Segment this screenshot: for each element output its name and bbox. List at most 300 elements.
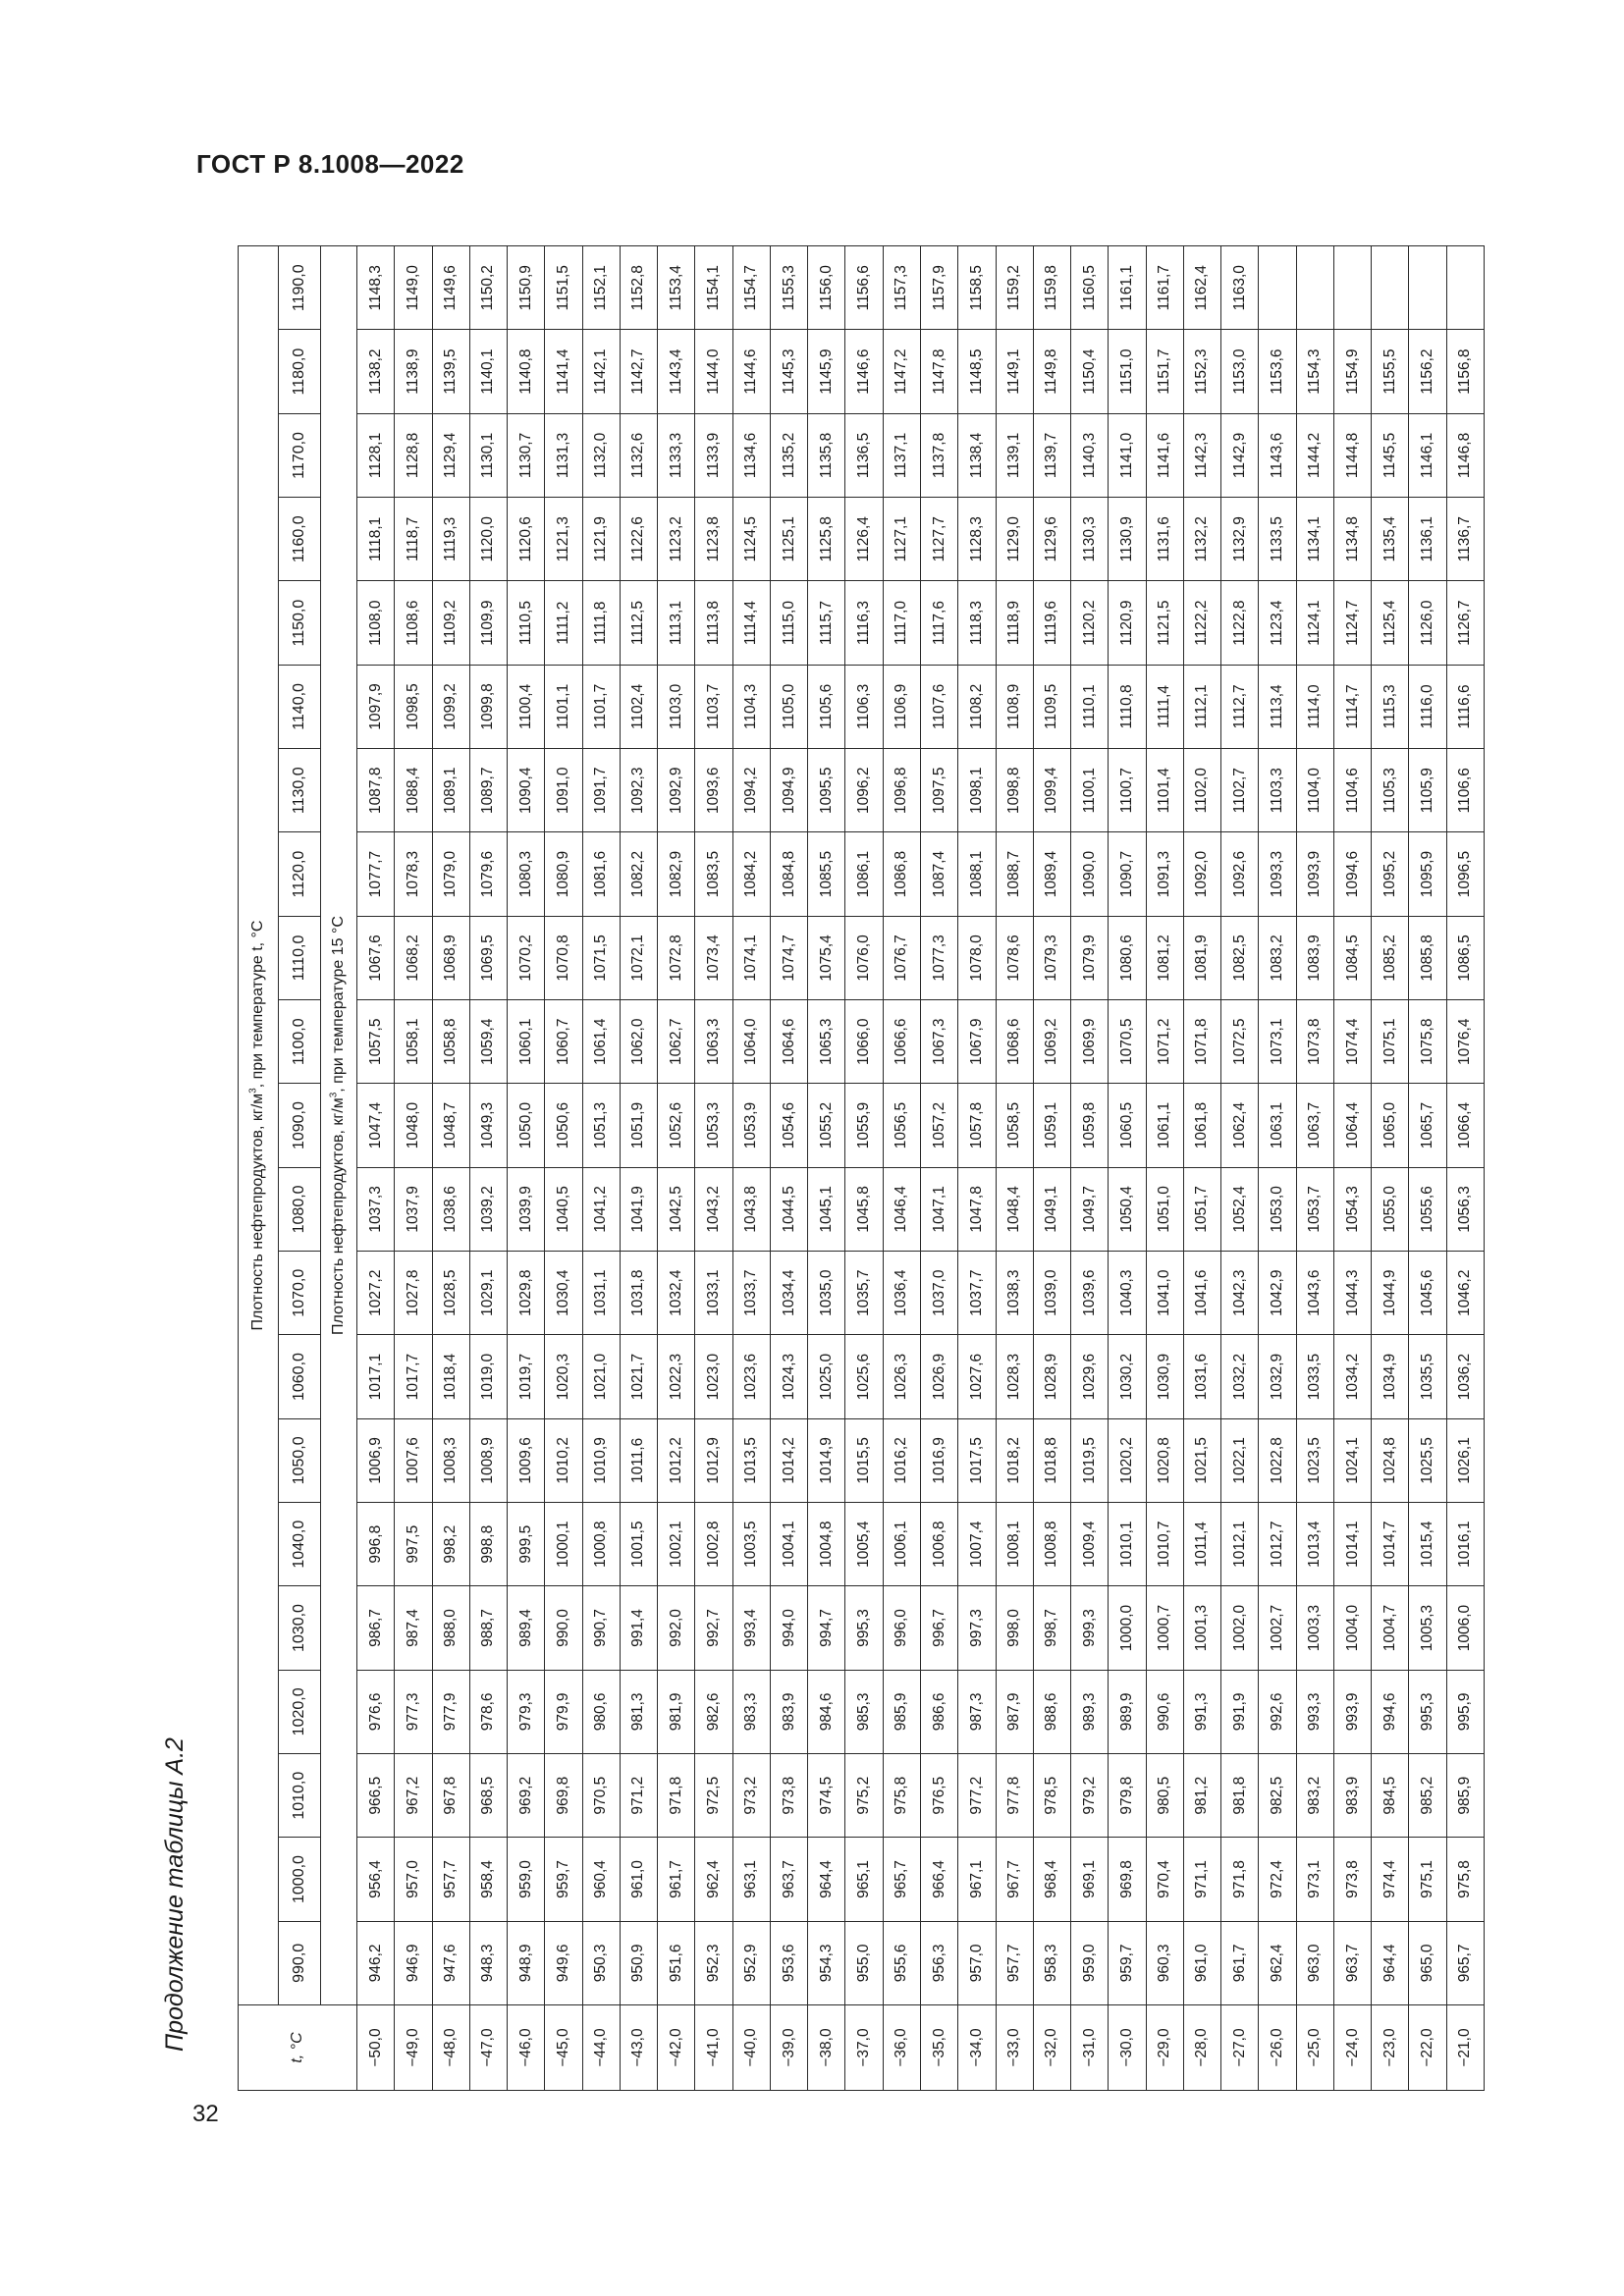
density-cell: 1117,0 xyxy=(883,581,920,665)
density-cell: 964,4 xyxy=(808,1838,845,1921)
density-cell: 1081,2 xyxy=(1146,916,1183,999)
sub-header-suffix: , при температуре 15 °C xyxy=(330,916,347,1093)
density-cell: 1071,5 xyxy=(582,916,620,999)
density-cell: 981,8 xyxy=(1221,1754,1259,1838)
density-cell: 983,9 xyxy=(770,1670,807,1753)
density-cell: 1026,9 xyxy=(920,1335,957,1418)
density-cell: 1010,7 xyxy=(1146,1503,1183,1586)
temperature-cell: −30,0 xyxy=(1109,2005,1146,2091)
density-cell: 967,2 xyxy=(395,1754,432,1838)
density-cell: 1126,0 xyxy=(1409,581,1446,665)
density-column-header: 1150,0 xyxy=(279,581,321,665)
density-cell: 1081,9 xyxy=(1183,916,1220,999)
density-cell: 973,2 xyxy=(732,1754,770,1838)
density-cell: 1089,4 xyxy=(1033,832,1070,916)
density-cell: 987,9 xyxy=(996,1670,1033,1753)
density-cell: 972,4 xyxy=(1259,1838,1296,1921)
density-cell: 1080,6 xyxy=(1109,916,1146,999)
density-cell: 1012,1 xyxy=(1221,1503,1259,1586)
density-cell: 1151,7 xyxy=(1146,330,1183,413)
density-cell: 946,2 xyxy=(357,1921,395,2004)
density-cell: 1072,5 xyxy=(1221,1000,1259,1084)
density-cell: 979,8 xyxy=(1109,1754,1146,1838)
density-cell: 1032,4 xyxy=(658,1252,695,1335)
density-cell: 1065,7 xyxy=(1409,1084,1446,1167)
density-cell: 1085,5 xyxy=(808,832,845,916)
density-cell: 1141,4 xyxy=(545,330,582,413)
density-cell: 1054,3 xyxy=(1333,1167,1371,1251)
density-column-header: 1050,0 xyxy=(279,1418,321,1502)
density-cell: 1069,9 xyxy=(1071,1000,1109,1084)
density-cell: 1013,5 xyxy=(732,1418,770,1502)
density-cell: 976,5 xyxy=(920,1754,957,1838)
density-cell: 1147,2 xyxy=(883,330,920,413)
density-cell: 1047,8 xyxy=(958,1167,996,1251)
table-row xyxy=(1183,246,1220,2091)
density-cell: 1018,4 xyxy=(432,1335,469,1418)
density-cell: 1133,5 xyxy=(1259,498,1296,581)
density-cell: 1035,7 xyxy=(845,1252,883,1335)
density-cell: 1108,0 xyxy=(357,581,395,665)
density-cell: 1037,0 xyxy=(920,1252,957,1335)
temperature-cell: −23,0 xyxy=(1372,2005,1409,2091)
density-cell: 1134,1 xyxy=(1296,498,1333,581)
density-cell: 1080,3 xyxy=(508,832,545,916)
density-cell: 984,5 xyxy=(1372,1754,1409,1838)
density-cell: 1096,8 xyxy=(883,749,920,832)
density-cell: 1068,2 xyxy=(395,916,432,999)
density-cell: 1092,3 xyxy=(620,749,657,832)
density-cell: 1017,7 xyxy=(395,1335,432,1418)
density-cell: 948,9 xyxy=(508,1921,545,2004)
density-cell: 1085,8 xyxy=(1409,916,1446,999)
density-cell: 1095,5 xyxy=(808,749,845,832)
density-cell: 1121,3 xyxy=(545,498,582,581)
density-cell: 1012,7 xyxy=(1259,1503,1296,1586)
density-cell: 1139,5 xyxy=(432,330,469,413)
density-cell: 1133,3 xyxy=(658,413,695,497)
density-column-header: 1000,0 xyxy=(279,1838,321,1921)
density-cell: 961,0 xyxy=(1183,1921,1220,2004)
density-cell: 989,4 xyxy=(508,1586,545,1670)
density-cell: 1019,0 xyxy=(469,1335,507,1418)
density-cell: 1101,4 xyxy=(1146,749,1183,832)
density-cell: 1021,0 xyxy=(582,1335,620,1418)
density-cell: 986,6 xyxy=(920,1670,957,1753)
density-cell: 1052,4 xyxy=(1221,1167,1259,1251)
density-cell: 1076,4 xyxy=(1446,1000,1484,1084)
density-cell: 1013,4 xyxy=(1296,1503,1333,1586)
density-cell: 1060,1 xyxy=(508,1000,545,1084)
density-cell: 1144,2 xyxy=(1296,413,1333,497)
density-cell: 1086,8 xyxy=(883,832,920,916)
density-cell: 1118,3 xyxy=(958,581,996,665)
density-cell: 1017,5 xyxy=(958,1418,996,1502)
density-cell: 997,3 xyxy=(958,1586,996,1670)
density-cell: 1082,5 xyxy=(1221,916,1259,999)
density-cell: 1154,1 xyxy=(695,246,732,330)
temperature-cell: −42,0 xyxy=(658,2005,695,2091)
density-cell: 1029,6 xyxy=(1071,1335,1109,1418)
density-cell: 1135,2 xyxy=(770,413,807,497)
density-cell: 1074,4 xyxy=(1333,1000,1371,1084)
density-cell: 1143,6 xyxy=(1259,413,1296,497)
density-cell: 1146,1 xyxy=(1409,413,1446,497)
density-cell: 982,6 xyxy=(695,1670,732,1753)
table-row xyxy=(1446,246,1484,2091)
density-cell: 983,9 xyxy=(1333,1754,1371,1838)
density-cell: 1120,0 xyxy=(469,498,507,581)
density-cell: 990,7 xyxy=(582,1586,620,1670)
density-cell: 1099,4 xyxy=(1033,749,1070,832)
density-column-header: 1160,0 xyxy=(279,498,321,581)
density-cell: 1138,4 xyxy=(958,413,996,497)
density-column-header: 1020,0 xyxy=(279,1670,321,1753)
density-cell: 1138,9 xyxy=(395,330,432,413)
density-cell: 1066,4 xyxy=(1446,1084,1484,1167)
density-cell: 1100,1 xyxy=(1071,749,1109,832)
density-cell: 950,9 xyxy=(620,1921,657,2004)
table-row xyxy=(432,246,469,2091)
density-cell: 1120,9 xyxy=(1109,581,1146,665)
density-column-header: 1130,0 xyxy=(279,749,321,832)
density-column-header: 1070,0 xyxy=(279,1252,321,1335)
density-column-header: 1060,0 xyxy=(279,1335,321,1418)
density-cell: 1005,4 xyxy=(845,1503,883,1586)
density-cell: 1073,1 xyxy=(1259,1000,1296,1084)
density-cell: 1156,6 xyxy=(845,246,883,330)
density-cell: 1132,6 xyxy=(620,413,657,497)
density-cell: 1142,9 xyxy=(1221,413,1259,497)
density-cell: 1129,0 xyxy=(996,498,1033,581)
density-cell: 1053,0 xyxy=(1259,1167,1296,1251)
density-cell: 985,9 xyxy=(1446,1754,1484,1838)
density-cell: 1035,5 xyxy=(1409,1335,1446,1418)
density-cell: 993,4 xyxy=(732,1586,770,1670)
density-cell: 1093,9 xyxy=(1296,832,1333,916)
density-cell: 969,2 xyxy=(508,1754,545,1838)
density-cell: 1004,7 xyxy=(1372,1586,1409,1670)
density-cell: 1108,2 xyxy=(958,665,996,748)
density-cell: 1113,4 xyxy=(1259,665,1296,748)
density-column-header: 1180,0 xyxy=(279,330,321,413)
density-cell: 1130,1 xyxy=(469,413,507,497)
density-cell: 975,1 xyxy=(1409,1838,1446,1921)
density-cell: 1010,9 xyxy=(582,1418,620,1502)
density-cell: 1049,7 xyxy=(1071,1167,1109,1251)
density-cell: 1029,1 xyxy=(469,1252,507,1335)
density-cell: 1159,8 xyxy=(1033,246,1070,330)
density-cell: 1149,6 xyxy=(432,246,469,330)
density-cell: 977,8 xyxy=(996,1754,1033,1838)
density-cell: 1006,1 xyxy=(883,1503,920,1586)
density-cell: 1047,1 xyxy=(920,1167,957,1251)
density-cell: 1124,1 xyxy=(1296,581,1333,665)
density-cell: 1105,9 xyxy=(1409,749,1446,832)
density-cell: 1066,0 xyxy=(845,1000,883,1084)
density-cell: 988,0 xyxy=(432,1586,469,1670)
temperature-cell: −27,0 xyxy=(1221,2005,1259,2091)
density-cell: 1136,5 xyxy=(845,413,883,497)
density-cell: 984,6 xyxy=(808,1670,845,1753)
density-cell: 1119,3 xyxy=(432,498,469,581)
density-cell: 1116,0 xyxy=(1409,665,1446,748)
density-cell: 959,0 xyxy=(508,1838,545,1921)
density-cell: 1118,9 xyxy=(996,581,1033,665)
table-body xyxy=(357,246,1485,2091)
group-header-suffix: , при температуре t, °C xyxy=(249,920,266,1089)
density-cell: 968,5 xyxy=(469,1754,507,1838)
density-cell: 955,6 xyxy=(883,1921,920,2004)
density-cell: 1098,1 xyxy=(958,749,996,832)
density-cell: 1044,3 xyxy=(1333,1252,1371,1335)
temperature-cell: −28,0 xyxy=(1183,2005,1220,2091)
density-cell: 1130,3 xyxy=(1071,498,1109,581)
density-cell: 1088,1 xyxy=(958,832,996,916)
density-cell xyxy=(1296,246,1333,330)
density-cell: 1008,9 xyxy=(469,1418,507,1502)
table-row xyxy=(469,246,507,2091)
density-cell: 1068,6 xyxy=(996,1000,1033,1084)
density-cell: 987,3 xyxy=(958,1670,996,1753)
density-column-header: 1040,0 xyxy=(279,1503,321,1586)
density-cell: 1084,2 xyxy=(732,832,770,916)
density-cell: 1058,5 xyxy=(996,1084,1033,1167)
density-cell: 1103,0 xyxy=(658,665,695,748)
density-cell: 1025,5 xyxy=(1409,1418,1446,1502)
density-cell: 1021,7 xyxy=(620,1335,657,1418)
density-column-header: 1110,0 xyxy=(279,916,321,999)
density-cell: 1051,0 xyxy=(1146,1167,1183,1251)
density-cell: 965,7 xyxy=(883,1838,920,1921)
density-cell: 1162,4 xyxy=(1183,246,1220,330)
density-column-header: 1190,0 xyxy=(279,246,321,330)
group-header-sup: 3 xyxy=(247,1088,259,1094)
density-cell: 957,7 xyxy=(432,1838,469,1921)
density-column-header: 1010,0 xyxy=(279,1754,321,1838)
density-cell: 1110,8 xyxy=(1109,665,1146,748)
temperature-cell: −41,0 xyxy=(695,2005,732,2091)
density-cell: 1137,8 xyxy=(920,413,957,497)
density-cell: 1125,8 xyxy=(808,498,845,581)
density-cell: 1032,2 xyxy=(1221,1335,1259,1418)
density-cell: 1024,8 xyxy=(1372,1418,1409,1502)
density-cell: 950,3 xyxy=(582,1921,620,2004)
density-cell: 1063,1 xyxy=(1259,1084,1296,1167)
density-cell: 1032,9 xyxy=(1259,1335,1296,1418)
table-row xyxy=(357,246,395,2091)
density-cell: 1046,4 xyxy=(883,1167,920,1251)
density-cell: 1062,0 xyxy=(620,1000,657,1084)
density-cell: 979,3 xyxy=(508,1670,545,1753)
density-cell: 1033,1 xyxy=(695,1252,732,1335)
density-cell: 1022,8 xyxy=(1259,1418,1296,1502)
density-cell: 1042,3 xyxy=(1221,1252,1259,1335)
density-cell: 992,6 xyxy=(1259,1670,1296,1753)
density-cell: 1050,6 xyxy=(545,1084,582,1167)
table-row xyxy=(1372,246,1409,2091)
temperature-cell: −25,0 xyxy=(1296,2005,1333,2091)
density-cell: 1134,6 xyxy=(732,413,770,497)
density-cell: 957,7 xyxy=(996,1921,1033,2004)
density-cell: 987,4 xyxy=(395,1586,432,1670)
sub-header-sup: 3 xyxy=(328,1092,340,1098)
density-cell: 1004,1 xyxy=(770,1503,807,1586)
density-cell: 1023,6 xyxy=(732,1335,770,1418)
density-cell: 965,0 xyxy=(1409,1921,1446,2004)
density-cell: 988,6 xyxy=(1033,1670,1070,1753)
density-cell: 985,2 xyxy=(1409,1754,1446,1838)
density-cell: 1128,8 xyxy=(395,413,432,497)
density-cell: 1074,1 xyxy=(732,916,770,999)
density-cell: 1087,4 xyxy=(920,832,957,916)
density-column-header: 1170,0 xyxy=(279,413,321,497)
density-cell: 1131,6 xyxy=(1146,498,1183,581)
density-cell: 1132,9 xyxy=(1221,498,1259,581)
density-cell: 1075,8 xyxy=(1409,1000,1446,1084)
density-cell: 1115,7 xyxy=(808,581,845,665)
density-cell: 1014,2 xyxy=(770,1418,807,1502)
density-cell: 1153,0 xyxy=(1221,330,1259,413)
density-cell: 1098,8 xyxy=(996,749,1033,832)
density-cell: 960,3 xyxy=(1146,1921,1183,2004)
density-cell: 954,3 xyxy=(808,1921,845,2004)
density-cell: 1063,7 xyxy=(1296,1084,1333,1167)
density-cell: 993,3 xyxy=(1296,1670,1333,1753)
temperature-cell: −35,0 xyxy=(920,2005,957,2091)
density-cell: 1004,0 xyxy=(1333,1586,1371,1670)
density-cell: 1016,1 xyxy=(1446,1503,1484,1586)
density-cell: 1144,8 xyxy=(1333,413,1371,497)
density-cell: 1011,6 xyxy=(620,1418,657,1502)
density-cell: 952,9 xyxy=(732,1921,770,2004)
density-cell: 1089,1 xyxy=(432,749,469,832)
density-cell: 1140,3 xyxy=(1071,413,1109,497)
density-cell: 1149,0 xyxy=(395,246,432,330)
density-cell: 1099,2 xyxy=(432,665,469,748)
table-row xyxy=(1146,246,1183,2091)
density-cell: 1126,4 xyxy=(845,498,883,581)
density-cell: 1121,9 xyxy=(582,498,620,581)
temperature-cell: −32,0 xyxy=(1033,2005,1070,2091)
density-cell xyxy=(1409,246,1446,330)
density-cell: 1042,5 xyxy=(658,1167,695,1251)
density-cell: 1016,9 xyxy=(920,1418,957,1502)
density-cell: 1123,2 xyxy=(658,498,695,581)
density-cell: 1065,0 xyxy=(1372,1084,1409,1167)
temperature-cell: −44,0 xyxy=(582,2005,620,2091)
density-cell: 1003,5 xyxy=(732,1503,770,1586)
density-cell: 1070,8 xyxy=(545,916,582,999)
density-cell: 1142,3 xyxy=(1183,413,1220,497)
density-cell: 1006,9 xyxy=(357,1418,395,1502)
density-cell: 1072,8 xyxy=(658,916,695,999)
density-cell: 1136,1 xyxy=(1409,498,1446,581)
table-caption: Продолжение таблицы А.2 xyxy=(161,1737,189,2052)
density-cell: 1034,2 xyxy=(1333,1335,1371,1418)
density-cell: 990,6 xyxy=(1146,1670,1183,1753)
density-cell: 1045,1 xyxy=(808,1167,845,1251)
density-cell: 1044,9 xyxy=(1372,1252,1409,1335)
density-cell: 1022,1 xyxy=(1221,1418,1259,1502)
density-cell: 994,6 xyxy=(1372,1670,1409,1753)
density-cell: 1043,8 xyxy=(732,1167,770,1251)
density-cell: 1091,3 xyxy=(1146,832,1183,916)
density-cell: 1034,9 xyxy=(1372,1335,1409,1418)
density-cell: 1071,2 xyxy=(1146,1000,1183,1084)
density-cell: 1139,7 xyxy=(1033,413,1070,497)
density-cell: 963,7 xyxy=(1333,1921,1371,2004)
density-cell: 994,7 xyxy=(808,1586,845,1670)
density-cell: 1008,1 xyxy=(996,1503,1033,1586)
density-cell: 1000,7 xyxy=(1146,1586,1183,1670)
density-cell: 968,4 xyxy=(1033,1838,1070,1921)
density-cell: 1145,9 xyxy=(808,330,845,413)
density-cell: 1023,5 xyxy=(1296,1418,1333,1502)
density-cell: 1127,7 xyxy=(920,498,957,581)
density-cell: 1092,9 xyxy=(658,749,695,832)
density-cell: 1113,8 xyxy=(695,581,732,665)
density-cell: 1112,1 xyxy=(1183,665,1220,748)
density-cell: 1079,3 xyxy=(1033,916,1070,999)
density-cell: 1079,0 xyxy=(432,832,469,916)
density-cell: 1110,5 xyxy=(508,581,545,665)
density-cell: 1079,6 xyxy=(469,832,507,916)
density-cell: 1106,9 xyxy=(883,665,920,748)
density-cell: 1078,6 xyxy=(996,916,1033,999)
density-cell: 1130,9 xyxy=(1109,498,1146,581)
density-cell: 1082,2 xyxy=(620,832,657,916)
density-cell: 1137,1 xyxy=(883,413,920,497)
density-cell: 1019,5 xyxy=(1071,1418,1109,1502)
density-column-header: 1120,0 xyxy=(279,832,321,916)
density-cell: 1140,8 xyxy=(508,330,545,413)
density-cell: 1051,9 xyxy=(620,1084,657,1167)
density-cell: 993,9 xyxy=(1333,1670,1371,1753)
density-cell: 957,0 xyxy=(958,1921,996,2004)
density-cell: 1034,4 xyxy=(770,1252,807,1335)
density-cell: 995,3 xyxy=(845,1586,883,1670)
density-cell: 992,0 xyxy=(658,1586,695,1670)
density-cell: 1080,9 xyxy=(545,832,582,916)
density-cell: 946,9 xyxy=(395,1921,432,2004)
density-cell: 1014,1 xyxy=(1333,1503,1371,1586)
density-cell: 1078,3 xyxy=(395,832,432,916)
density-cell: 1143,4 xyxy=(658,330,695,413)
density-cell: 1107,6 xyxy=(920,665,957,748)
density-cell: 1114,4 xyxy=(732,581,770,665)
density-cell: 1091,0 xyxy=(545,749,582,832)
density-column-header: 1090,0 xyxy=(279,1084,321,1167)
density-cell: 1075,4 xyxy=(808,916,845,999)
density-cell: 996,8 xyxy=(357,1503,395,1586)
density-cell: 1105,6 xyxy=(808,665,845,748)
density-cell: 1010,2 xyxy=(545,1418,582,1502)
density-cell: 1046,2 xyxy=(1446,1252,1484,1335)
density-cell: 1052,6 xyxy=(658,1084,695,1167)
density-cell: 1002,1 xyxy=(658,1503,695,1586)
density-cell: 1155,5 xyxy=(1372,330,1409,413)
group-header-prefix: Плотность нефтепродуктов, кг/м xyxy=(249,1093,266,1331)
density-cell: 961,0 xyxy=(620,1838,657,1921)
density-cell: 1110,1 xyxy=(1071,665,1109,748)
density-cell: 1124,5 xyxy=(732,498,770,581)
density-cell: 1071,8 xyxy=(1183,1000,1220,1084)
density-cell: 1148,3 xyxy=(357,246,395,330)
density-cell: 985,3 xyxy=(845,1670,883,1753)
density-cell: 955,0 xyxy=(845,1921,883,2004)
density-cell: 1077,7 xyxy=(357,832,395,916)
